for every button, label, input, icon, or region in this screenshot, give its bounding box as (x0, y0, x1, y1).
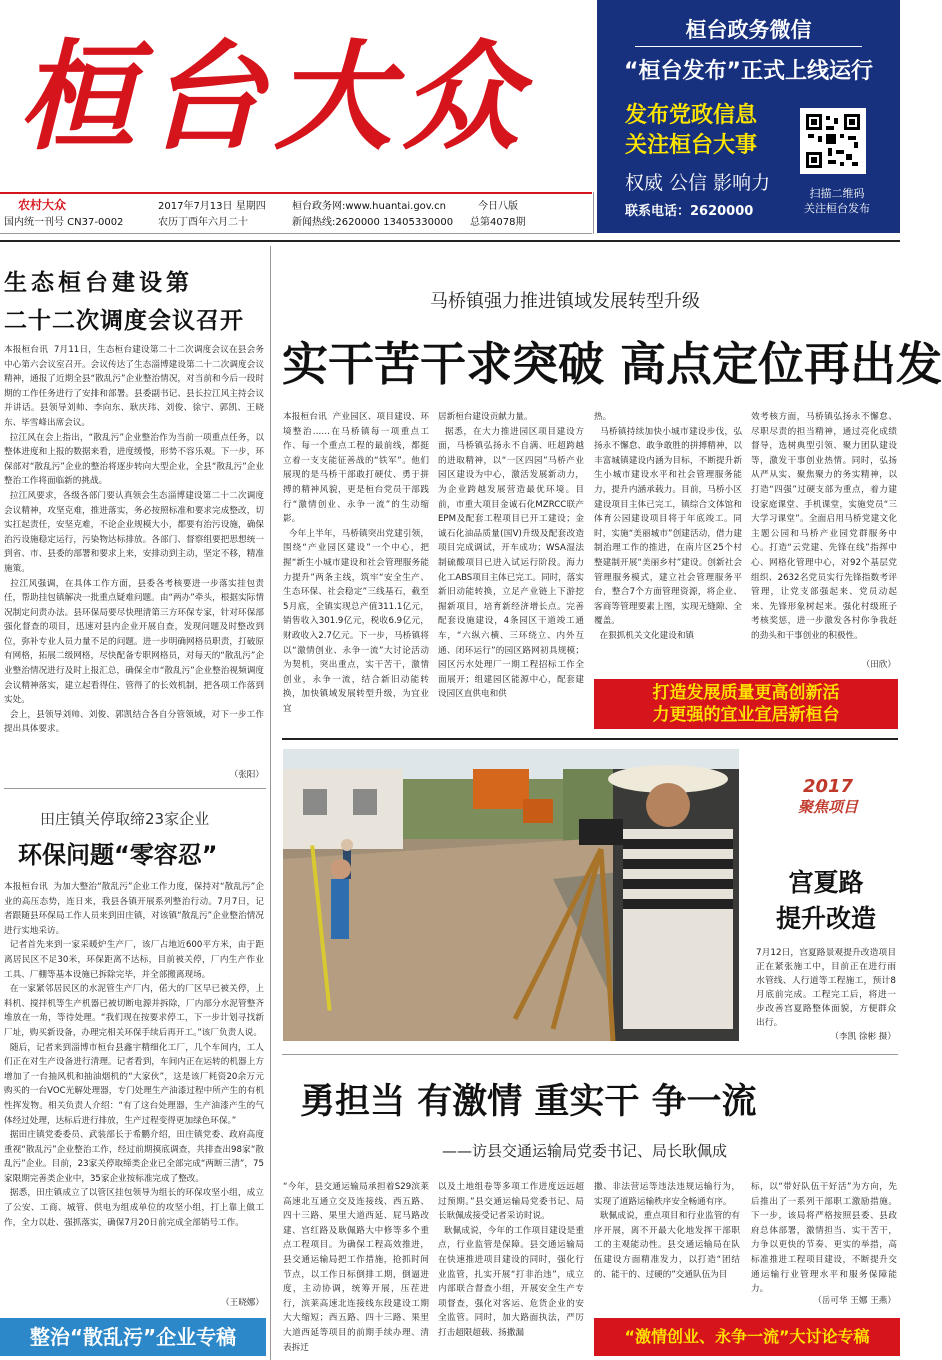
right-col4-author: （田欣） (861, 660, 896, 670)
divider (593, 192, 594, 234)
masthead-title: 桓台大众 (18, 27, 531, 166)
website[interactable]: 桓台政务网:www.huantai.gov.cn (292, 201, 446, 212)
divider (282, 1054, 898, 1055)
interview-col1: “今年，县交通运输局承担着S29滨莱高速北互通立交及连接线、西五路、四十三路、果里大道西延、屁马路改建、宫红路及耿佩路大中修等多个重点工程项目。为确保工程高效推进，县交通运输局把工作措施，抢抓时间节点，以工作日标倒排工期，倒逼进度，主动协调，统筹开展，压茬进行，滨莱高速北连接线东段建设工期大大缩短；西五路、四十三路、果里大道西延等项目的前期手续办理、清表拆迁 (283, 1182, 429, 1353)
top-rule (0, 240, 900, 242)
tag-year: 2017 (802, 776, 854, 797)
interview-col2: 以及土地组卷等多项工作进度远远超过预期。”县交通运输局党委书记、局长耿佩成接受记者采访时说。 耿佩成说，今年的工作项目建设是重点，行业监管是保障。县交通运输局在快速推进项目建设的同时，强化行业监管，扎实开展“打非治违”，成立内部联合督查小组，开展安全生产专项督查，强化对客运、危货企业的安全监管。同时，加大路面执法，严厉打击超限超载、扬撒漏 (438, 1182, 584, 1338)
promo-divider (635, 46, 862, 47)
issn: 国内统一刊号 CN37-0002 (4, 217, 124, 228)
article1-title-line2[interactable]: 二十二次调度会议召开 (4, 308, 244, 334)
lunar-date: 农历丁酉年六月二十 (158, 217, 248, 228)
right-col1: 本报桓台讯 产业园区、项目建设、环境整治……在马桥镇每一项重点工作、每一个重点工程的最前线，都挺立着一支支能征善战的“铁军”。他们展现的是马桥干部敢打硬仗、勇于拼搏的精神风貌，更是桓台党员干部践行“激情创业、永争一流”的生动缩影。 今年上半年，马桥镇突出党建引领，围绕“产业园区建设”一个中心，把握“新生小城市建设和社会管理服务能力提升”两条主线，筑牢“安全生产、生态环保、社会稳定”三线基石，截至5月底，全镇实现总产值311.1亿元，销售收入301.9亿元，税收6.9亿元，财政收入2.7亿元。下一步，马桥镇将以“激情创业、永争一流”大讨论活动为契机，突出重点，实干苦干，激情创业，永争一流，结合新旧动能转换，加快镇域发展转型升级，为宜业宜 (283, 412, 429, 714)
news-hotline: 新闻热线:2620000 13405330000 (292, 217, 454, 228)
interview-headline[interactable]: 勇担当 有激情 重实干 争一流 (300, 1081, 757, 1122)
focus-project-tag (783, 777, 873, 817)
tag-label: 聚焦项目 (797, 798, 858, 816)
bottom-banner-left[interactable]: 整治“散乱污”企业专稿 (0, 1318, 266, 1356)
issue-date: 2017年7月13日 星期四 (158, 201, 266, 212)
qr-code-graphic (804, 112, 862, 170)
right-col2: 居新桓台建设贡献力量。 据悉，在大力推进园区项目建设方面，马桥镇弘扬永不自满、旺超跨越的进取精神，以“一区四园”马桥产业园区建设为中心，激活发展新动力，为企业跨越发展营造最优环境。目前，市重大项目金诚石化MZRCC联产EPM及配套工程项目已开工建设；金诚石化油品质量(国V)升级及配套改造项目完成调试，开车成功；WSA湿法制硫酸项目已进入试运行阶段。海力化工ABS项目主体已完工。同时，落实新旧动能转换，立足产业链上下游挖掘新项目，培育新经济增长点。完善配套设施建设，4条园区干道竣工通车，“六纵六横、三环绕立、内外互通、闭环运行”的园区路网初具规模；园区污水处理厂一期工程招标工作全面展开；组建园区能源中心，配套建设园区直供电和供 (438, 412, 584, 700)
slogan-banner[interactable] (594, 679, 898, 729)
right-col4: 效考核方面，马桥镇弘扬永不懈怠、尽职尽责的担当精神，通过亮化成绩督导，选树典型引领、聚力团队建设等，激发干事创业热情。同时，弘扬从严从实、聚焦聚力的务实精神，以打造“四强”过硬支部为重点，着力建设家庭课堂、手机课堂，实施党员“三大学习课堂”。全面启用马桥党建文化主题公园和马桥产业园党群服务中心。打造“云党建、先锋在线”指挥中心、网格化管理中心，对92个基层党组织、2632名党员实行先锋指数考评管理，让党支部强起来、党员动起来、先锋形象树起来。强化村级班子考核奖惩，进一步激发各村你争我赶的劲头和干事创业的积极性。 (751, 412, 897, 641)
interview-col3: 撒、非法营运等违法违规运输行为，实现了道路运输秩序安全畅通有序。 耿佩成说，重点项目和行业监管的有序开展，离不开最大化地发挥干部职工的主观能动性。县交通运输局在队伍建设方面精准发力，以打造“团结的、能干的、过硬的”交通队伍为目 (594, 1182, 740, 1280)
article2-kicker: 田庄镇关停取缔23家企业 (40, 810, 210, 828)
article1-author: （张阳） (229, 770, 264, 780)
masthead-info-bar (0, 192, 592, 234)
promo-line1: 桓台政务微信 (685, 18, 812, 42)
interview-col4-author: （岳可华 王娜 王燕） (813, 1296, 896, 1306)
promo-line2: “桓台发布”正式上线运行 (624, 59, 873, 84)
right-col3: 热。 马桥镇持续加快小城市建设步伐，弘扬永不懈怠、敢争敢胜的拼搏精神，以丰富城镇建设内涵为目标，不断提升新生小城市建设水平和社会管理服务能力，提升内涵承载力。目前，马桥小区建设项目主体已完工，镇综合文体馆和体育公园建设项目将于年底竣工。同时，实施“美丽城市”创建活动，借力建制治理工作的推进，在南片区25个村整建制开展“美丽乡村”建设。创新社会管理服务模式，建立社会管理服务平台，整合7个方面管理资源，将企业、客商等管理要素上图，实现无缝隙、全覆盖。 在狠抓机关文化建设和镇 (594, 412, 742, 641)
article1-body: 本报桓台讯 7月11日，生态桓台建设第二十二次调度会议在县会务中心第六会议室召开。会议传达了生态淄博建设第二十二次调度会议精神，通报了近期全县“散乱污”企业整治情况，对当前和今后一段时期的工作任务进行了安排和部署。县委副书记、县长拉江风主持会议并讲话。县领导刘帅、李向东、耿庆玮、刘俊、徐宁、郭凯、王晓东、毕雪峰出席会议。 拉江风在会上指出，“散乱污”企业整治作为当前一项重点任务，以整体进度和上报的数据来看，进度缓慢，形势不容乐观。下一步，环保部对“散乱污”企业的整治将逐步转向大型企业，全县“散乱污”企业整治工作将面临新的挑战。 拉江风要求，各级各部门要认真领会生态淄博建设第二十二次调度会议精神，攻坚克难，推进落实，务必按照标准和要求完成整改，切实扛起责任，安坚克难，不论企业规模大小，都要有治污设施，确保治污设施稳定运行，污染物达标排放。各部门、督察组要把思想统一到省、市、县委的部署和要求上来，安排动到主动，坚定不移，精准施策。 拉江风强调，在具体工作方面，县委各考核要进一步落实挂包责任，帮助挂包镇解决一批重点疑难问题。由“两办”牵头，根据实际情况制定问责办法。县环保局要尽快理清第三方环保专家，针对环保部强化督查的项目，迅速对县内企业开展自查，发现问题及时整改到位，弥补专业人员力量不足的问题。进一步明确网格员职责，打破原有网格，拓展二级网格，尽快配备专职网格员，对每天的“散乱污”企业整治情况进行及时上报汇总，确保全市“散乱污”企业整治视频调度会议精神落实，建立起看得住、管得了的长效机制，把各项工作落到实处。 会上，县领导刘帅、刘俊、郭凯结合各自分管领域，对下一步工作提出具体要求。 (4, 345, 265, 735)
interview-col4: 标，以“带好队伍干好活”为方向，先后推出了一系列干部职工激励措施。下一步，该局将严格按照县委、县政府总体部署，激情担当、实干苦干，力争以更快的节奏、更实的举措，高标准推进工程项目建设，不断提升交通运输行业管理水平和服务保障能力。 (751, 1182, 897, 1295)
issue-number: 总第4078期 (470, 217, 526, 228)
bottom-banner-right[interactable]: “激情创业、永争一流”大讨论专稿 (594, 1318, 900, 1356)
right-kicker: 马桥镇强力推进镇域发展转型升级 (430, 291, 700, 312)
feature-credit: （李凯 徐彬 摄） (830, 1032, 896, 1042)
slogan-line1: 打造发展质量更高创新活 (652, 683, 840, 703)
divider (4, 788, 266, 789)
promo-slogan2: 关注桓台大事 (625, 133, 758, 158)
column-divider (270, 246, 271, 1360)
article2-title[interactable]: 环保问题“零容忍” (18, 841, 218, 869)
photo-illustration (283, 749, 739, 1041)
feature-title-line2: 提升改造 (775, 904, 876, 933)
article1-title-line1[interactable]: 生态桓台建设第 (4, 270, 193, 296)
page-count: 今日八版 (478, 201, 518, 212)
qr-caption-line1: 扫描二维码 (809, 187, 865, 200)
wechat-promo-box[interactable] (597, 0, 900, 233)
slogan-line2: 力更强的宜业宜居新桓台 (652, 705, 840, 725)
article2-body: 本报桓台讯 为加大整治“散乱污”企业工作力度，保持对“散乱污”企业的高压态势，连日来，我县各镇开展系列整治行动。7月7日，记者跟随县环保局工作人员来到田庄镇，对该镇“散乱污”企业整治情况进行实地采访。 记者首先来到一家采暖炉生产厂，该厂占地近600平方米，由于距离居民区不足30米，环保距离不达标，目前被关停，厂内生产作业工具、厂棚等基本设施已拆除完毕，并全部搬离现场。 在一家紧邻居民区的水泥管生产厂内，偌大的厂区早已被关停，上料机、搅拌机等生产机器已被切断电源并拆除，厂内部分水泥管整齐堆放在一角，等待处理。“我们现在按要求停工，下一步计划寻找新厂址，购买新设备，办理完相关环保手续后再开工。”该厂负责人说。 随后，记者来到淄博市桓台县鑫宇精细化工厂，几个车间内，工人们正在对生产设备进行清理。记者看到，车间内正在运转的机器上方增加了一台抽风机和抽油烟机的“大家伙”，这是该厂耗资20余万元购买的一台VOC光解处理器，专门处理生产油漆过程中所产生的有机性挥发物。相关负责人介绍：“有了这台处理器，生产油漆产生的气体经过处理，达标后进行排放，生产过程变得更加绿色环保。” 据田庄镇党委委员、武装部长于希鹏介绍，田庄镇党委、政府高度重视“散乱污”企业整治工作，经过前期摸底调查，共排查出98家“散乱污”企业。目前，23家关停取缔类企业已全部完成“两断三清”，75家限期完善类企业中，35家企业按标准完成了整改。 据悉，田庄镇成立了以管区挂包领导为组长的环保攻坚小组，成立了公安、工商、城管、供电为组成单位的攻坚小组，打上靠上做工作，全力以赴、强抓落实，确保7月20日前完成全部销号工作。 (4, 882, 264, 1228)
article2-author: （王晓娜） (221, 1298, 264, 1308)
qr-caption-line2: 关注桓台发布 (804, 202, 870, 215)
right-headline[interactable]: 实干苦干求突破 高点定位再出发 (282, 337, 942, 391)
feature-caption: 7月12日，宫夏路景观提升改造项目正在紧张施工中，目前正在进行雨水管线、人行道等工程施工，预计8月底前完成。工程完工后，将进一步改善宫夏路整体面貌，方便群众出行。 (756, 948, 896, 1028)
promo-slogan1: 发布党政信息 (625, 103, 758, 128)
promo-phone: 联系电话：2620000 (625, 204, 754, 219)
promo-line5: 权威 公信 影响力 (625, 172, 771, 194)
promo-line3 (625, 101, 757, 161)
qr-code-icon[interactable] (800, 108, 866, 174)
interview-subtitle: ——访县交通运输局党委书记、局长耿佩成 (442, 1142, 728, 1160)
feature-title[interactable] (757, 865, 895, 937)
qr-caption (792, 186, 882, 216)
divider (282, 738, 898, 740)
construction-photo (283, 749, 739, 1041)
sub-brand-logo: 农村大众 (18, 198, 67, 212)
feature-title-line1: 宫夏路 (788, 868, 864, 897)
